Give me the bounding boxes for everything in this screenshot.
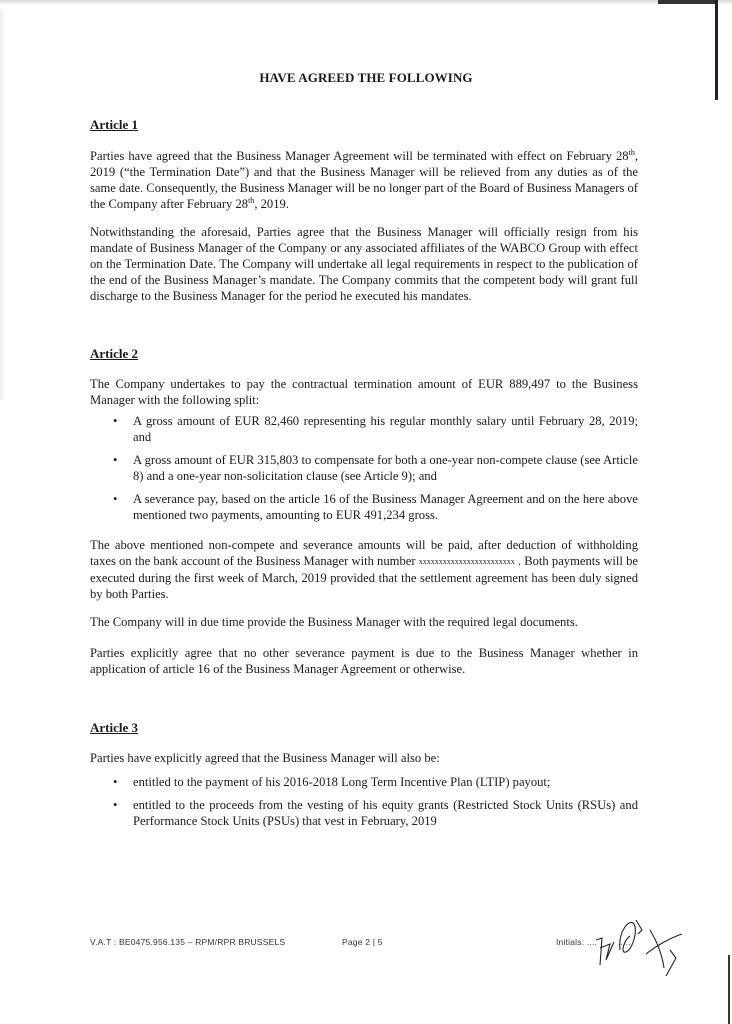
list-item: • A severance pay, based on the article 16 of the Business Manager Agreement and on the here above mentioned two payments, amounting to EUR 491,234 gross. [113, 492, 638, 522]
list-item: • A gross amount of EUR 315,803 to compensate for both a one-year non-compete clause (see Article 8) and a one-year non-solicitation clause (see Article 9); and [113, 453, 638, 483]
article-2-paragraph-2: The above mentioned non-compete and severance amounts will be paid, after deduction of withholding taxes on the bank account of the Business Manager with number xxxxxxxxxxxxxxxxxxxxxxxx . Both payments will be executed during the first week of March, 2019 provided that the settlement agreement has been duly signed by both Parties. [90, 538, 638, 601]
article-3-bullet-list [90, 774, 638, 836]
article-2-title: Article 2 [90, 346, 139, 361]
article-2-bullet-list [90, 413, 638, 530]
article-1-paragraph-2: Notwithstanding the aforesaid, Parties agree that the Business Manager will officially resign from his mandate of Business Manager of the Company or any associated affiliates of the WABCO Group with effect on the Termination Date. The Company will undertake all legal requirements in respect to the publication of the end of the Business Manager’s mandate. The Company commits that the competent body will grant full discharge to the Business Manager for the period he executed his mandates. [90, 225, 638, 303]
article-2-paragraph-1: The Company undertakes to pay the contractual termination amount of EUR 889,497 to the Business Manager with the following split: [90, 377, 638, 407]
footer-initials-label: Initials: .... [556, 937, 598, 947]
bullet-icon: • [113, 798, 118, 812]
list-item: • entitled to the payment of his 2016-2018 Long Term Incentive Plan (LTIP) payout; [113, 775, 551, 789]
bullet-icon: • [113, 414, 118, 428]
article-1-paragraph-1: Parties have agreed that the Business Manager Agreement will be terminated with effect on February 28th, 2019 (“the Termination Date”) and that the Business Manager will be relieved from any duties as of the same date. Consequently, the Business Manager will be no longer part of the Board of Business Managers of the Company after February 28th, 2019. [90, 147, 638, 211]
article-2-paragraph-3: The Company will in due time provide the Business Manager with the required legal documents. [90, 615, 578, 629]
bullet-icon: • [113, 775, 118, 789]
footer-initials-dots: ..... [618, 937, 631, 947]
bullet-icon: • [113, 492, 118, 506]
list-item: • entitled to the proceeds from the vesting of his equity grants (Restricted Stock Units (RSUs) and Performance Stock Units (PSUs) that vest in February, 2019 [113, 798, 638, 828]
handwritten-initials-signature [590, 910, 700, 980]
bullet-icon: • [113, 453, 118, 467]
scan-edge-left [0, 10, 6, 400]
article-3-paragraph-1: Parties have explicitly agreed that the Business Manager will also be: [90, 751, 440, 765]
footer-page-number: Page 2 | 5 [342, 937, 383, 947]
page-heading: HAVE AGREED THE FOLLOWING [259, 70, 473, 85]
footer-vat: V.A.T : BE0475.956.135 – RPM/RPR BRUSSELS [90, 937, 286, 947]
article-1-title: Article 1 [90, 117, 139, 132]
scan-edge-top [0, 0, 732, 5]
scan-edge-right-bottom [728, 955, 730, 1024]
article-3-title: Article 3 [90, 720, 139, 735]
list-item: • A gross amount of EUR 82,460 representing his regular monthly salary until February 28, 2019; and [113, 414, 638, 444]
redacted-account-number: xxxxxxxxxxxxxxxxxxxxxxxx [418, 557, 515, 566]
scan-edge-corner [658, 0, 718, 4]
article-2-paragraph-4: Parties explicitly agree that no other severance payment is due to the Business Manager whether in application of article 16 of the Business Manager Agreement or otherwise. [90, 646, 638, 676]
